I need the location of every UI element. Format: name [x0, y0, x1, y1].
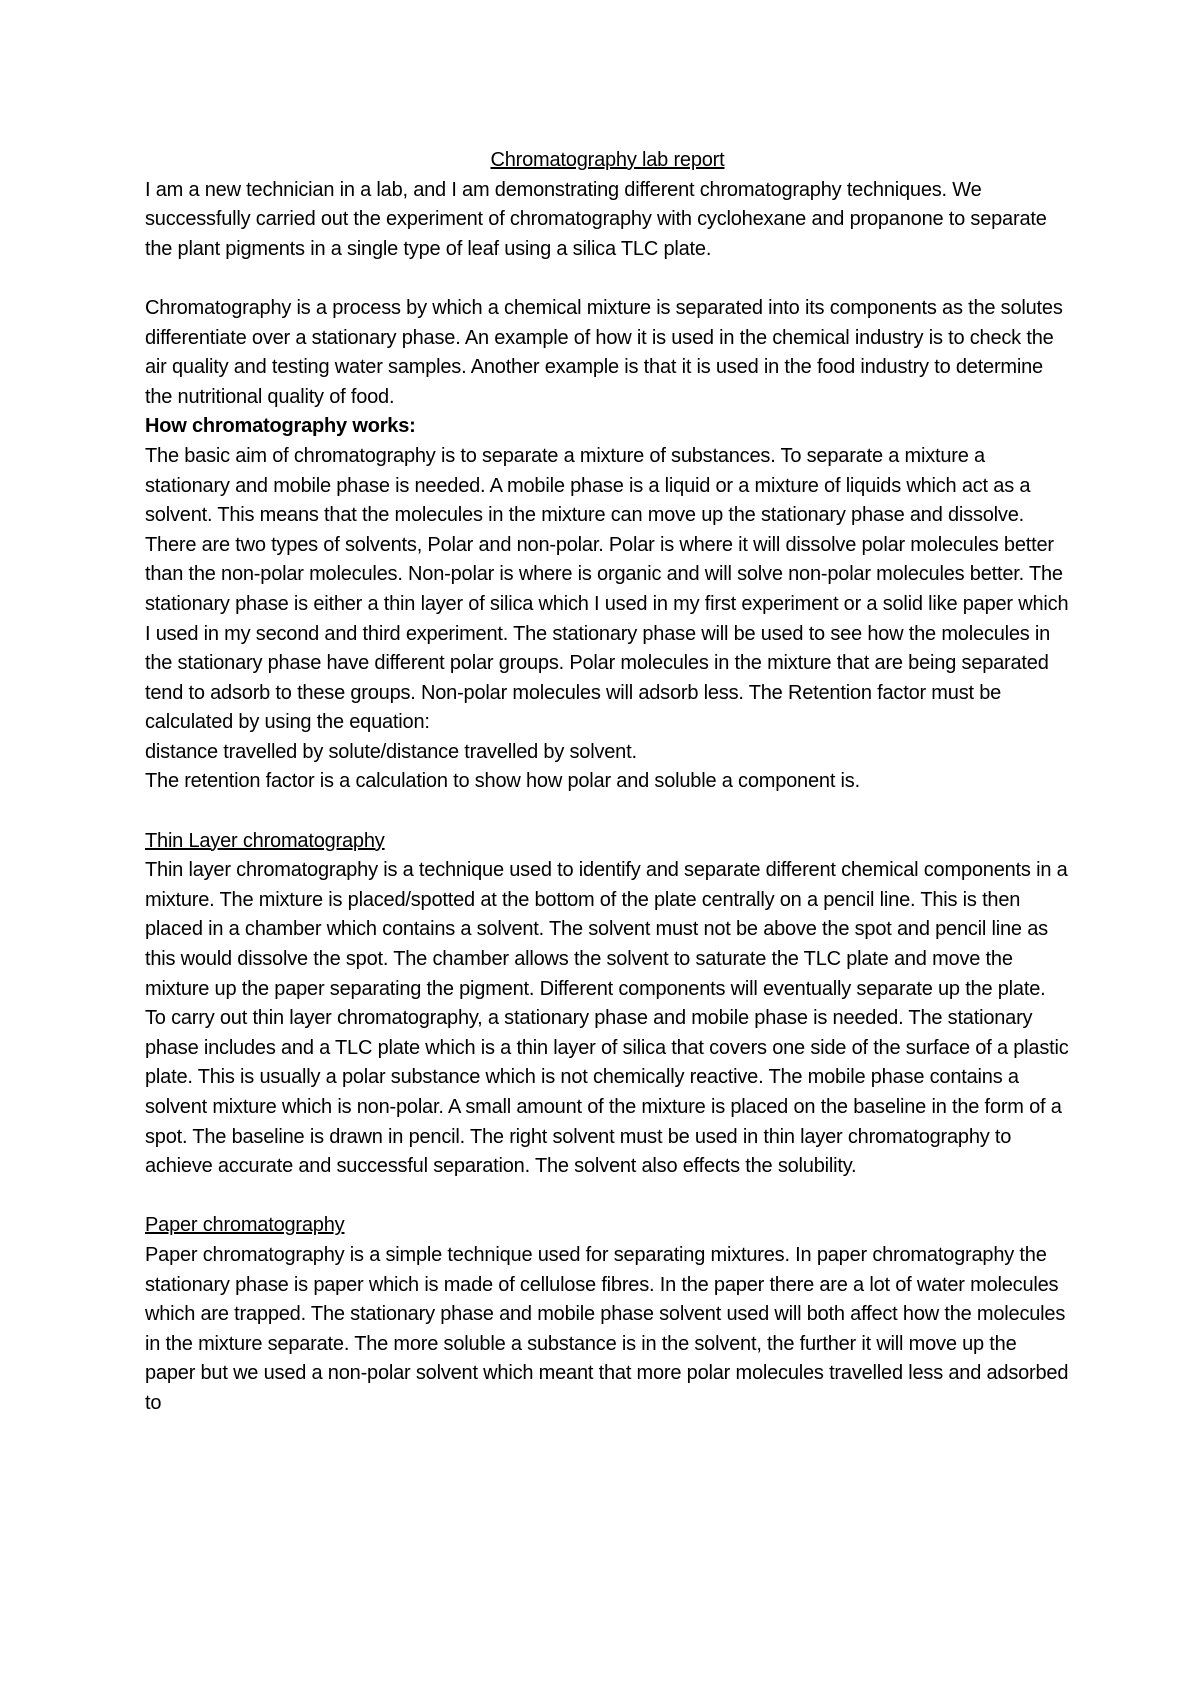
intro-paragraph: I am a new technician in a lab, and I am demonstrating different chromatography techniques. We successfully carried out the experiment of chromatography with cyclohexane and propanone to separate the plant pigments in a single type of leaf using a silica TLC plate.	[145, 178, 1047, 260]
tlc-paragraph: Thin layer chromatography is a technique used to identify and separate different chemical components in a mixture. The mixture is placed/spotted at the bottom of the plate centrally on a pencil line. This is then placed in a chamber which contains a solvent. The solvent must not be above the spot and pencil line as this would dissolve the spot. The chamber allows the solvent to saturate the TLC plate and move the mixture up the paper separating the pigment. Different components will eventually separate up the plate. To carry out thin layer chromatography, a stationary phase and mobile phase is needed. The stationary phase includes and a TLC plate which is a thin layer of silica that covers one side of the surface of a plastic plate. This is usually a polar substance which is not chemically reactive. The mobile phase contains a solvent mixture which is non-polar. A small amount of the mixture is placed on the baseline in the form of a spot. The baseline is drawn in pencil. The right solvent must be used in thin layer chromatography to achieve accurate and successful separation. The solvent also effects the solubility.	[145, 859, 1069, 1178]
how-heading: How chromatography works:	[145, 415, 416, 438]
paper-paragraph: Paper chromatography is a simple technique used for separating mixtures. In paper chromatography the stationary phase is paper which is made of cellulose fibres. In the paper there are a lot of water molecules which are trapped. The stationary phase and mobile phase solvent used will both affect how the molecules in the mixture separate. The more soluble a substance is in the solvent, the further it will move up the paper but we used a non-polar solvent which meant that more polar molecules travelled less and adsorbed to	[145, 1243, 1069, 1414]
document-body	[145, 146, 1070, 1419]
retention-note: The retention factor is a calculation to show how polar and soluble a component is.	[145, 770, 860, 793]
how-paragraph: The basic aim of chromatography is to separate a mixture of substances. To separate a mixture a stationary and mobile phase is needed. A mobile phase is a liquid or a mixture of liquids which act as a solvent. This means that the molecules in the mixture can move up the stationary phase and dissolve. There are two types of solvents, Polar and non-polar. Polar is where it will dissolve polar molecules better than the non-polar molecules. Non-polar is where is organic and will solve non-polar molecules better. The stationary phase is either a thin layer of silica which I used in my first experiment or a solid like paper which I used in my second and third experiment. The stationary phase will be used to see how the molecules in the stationary phase have different polar groups. Polar molecules in the mixture that are being separated tend to adsorb to these groups. Non-polar molecules will adsorb less. The Retention factor must be calculated by using the equation:	[145, 444, 1069, 734]
definition-paragraph: Chromatography is a process by which a chemical mixture is separated into its components as the solutes differentiate over a stationary phase. An example of how it is used in the chemical industry is to check the air quality and testing water samples. Another example is that it is used in the food industry to determine the nutritional quality of food.	[145, 296, 1063, 408]
paragraph-spacer	[145, 264, 1070, 294]
paragraph-spacer	[145, 1182, 1070, 1212]
page-title: Chromatography lab report	[490, 149, 725, 171]
paragraph-spacer	[145, 797, 1070, 827]
paper-heading: Paper chromatography	[145, 1214, 345, 1237]
tlc-heading: Thin Layer chromatography	[145, 829, 385, 852]
equation-line: distance travelled by solute/distance travelled by solvent.	[145, 740, 637, 763]
